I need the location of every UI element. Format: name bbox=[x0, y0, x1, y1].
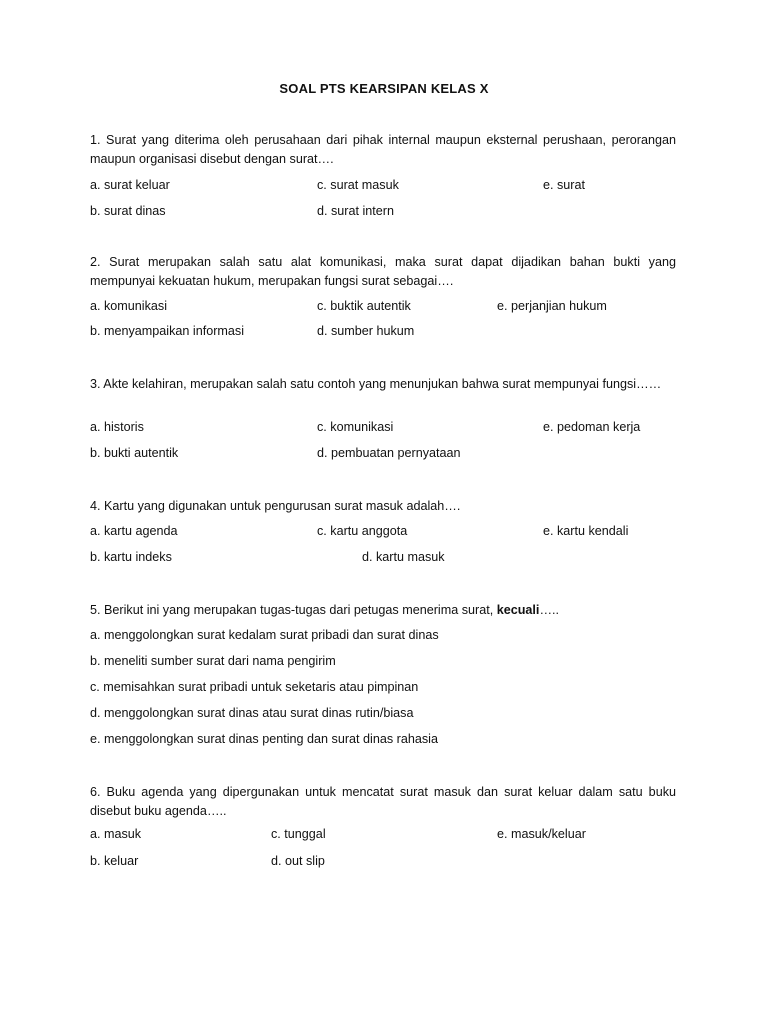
question-6-text: 6. Buku agenda yang dipergunakan untuk mencatat surat masuk dan surat keluar dalam satu buku disebut buku agenda….. bbox=[90, 785, 676, 818]
question-2-option-b: b. menyampaikan informasi bbox=[90, 324, 244, 338]
question-5-option-c: c. memisahkan surat pribadi untuk seketaris atau pimpinan bbox=[90, 680, 419, 694]
question-2-option-e: e. perjanjian hukum bbox=[497, 299, 607, 313]
question-6-option-c: c. tunggal bbox=[271, 827, 326, 841]
page-title: SOAL PTS KEARSIPAN KELAS X bbox=[279, 81, 489, 96]
question-3-option-e: e. pedoman kerja bbox=[543, 420, 641, 434]
question-1-option-c: c. surat masuk bbox=[317, 178, 399, 192]
question-4-option-a: a. kartu agenda bbox=[90, 524, 178, 538]
question-2-text: 2. Surat merupakan salah satu alat komunikasi, maka surat dapat dijadikan bahan bukti yang mempunyai kekuatan hukum, merupakan fungsi surat sebagai…. bbox=[90, 255, 676, 288]
question-6-option-d: d. out slip bbox=[271, 854, 325, 868]
question-2-option-d: d. sumber hukum bbox=[317, 324, 415, 338]
question-6-option-a: a. masuk bbox=[90, 827, 142, 841]
question-1-option-b: b. surat dinas bbox=[90, 204, 166, 218]
question-5-option-e: e. menggolongkan surat dinas penting dan surat dinas rahasia bbox=[90, 732, 438, 746]
question-2-option-c: c. buktik autentik bbox=[317, 299, 411, 313]
question-5-option-b: b. meneliti sumber surat dari nama pengirim bbox=[90, 654, 336, 668]
question-5-option-a: a. menggolongkan surat kedalam surat pribadi dan surat dinas bbox=[90, 628, 439, 642]
question-3-option-b: b. bukti autentik bbox=[90, 446, 179, 460]
question-3-option-d: d. pembuatan pernyataan bbox=[317, 446, 461, 460]
question-4-option-b: b. kartu indeks bbox=[90, 550, 172, 564]
question-3-option-c: c. komunikasi bbox=[317, 420, 394, 434]
question-4-text: 4. Kartu yang digunakan untuk pengurusan surat masuk adalah…. bbox=[90, 499, 461, 513]
question-5-text-emphasis: kecuali bbox=[496, 603, 540, 617]
question-3-text: 3. Akte kelahiran, merupakan salah satu contoh yang menunjukan bahwa surat mempunyai fungsi…… bbox=[90, 377, 662, 391]
question-3-option-a: a. historis bbox=[90, 420, 144, 434]
question-4-option-e: e. kartu kendali bbox=[543, 524, 629, 538]
question-1-option-d: d. surat intern bbox=[317, 204, 395, 218]
question-1-option-e: e. surat bbox=[543, 178, 585, 192]
question-1-text: 1. Surat yang diterima oleh perusahaan dari pihak internal maupun eksternal perushaan, perorangan maupun organisasi disebut dengan surat…. bbox=[90, 133, 676, 166]
question-4-option-c: c. kartu anggota bbox=[317, 524, 408, 538]
question-5-text-ellipsis: ….. bbox=[539, 603, 560, 617]
question-5-text-main: 5. Berikut ini yang merupakan tugas-tugas dari petugas menerima surat, bbox=[90, 603, 497, 617]
question-5-option-d: d. menggolongkan surat dinas atau surat dinas rutin/biasa bbox=[90, 706, 414, 720]
question-4-option-d: d. kartu masuk bbox=[362, 550, 445, 564]
question-6-option-b: b. keluar bbox=[90, 854, 139, 868]
question-5-text bbox=[90, 601, 676, 620]
question-2-option-a: a. komunikasi bbox=[90, 299, 167, 313]
question-1-option-a: a. surat keluar bbox=[90, 178, 170, 192]
question-6-option-e: e. masuk/keluar bbox=[497, 827, 586, 841]
